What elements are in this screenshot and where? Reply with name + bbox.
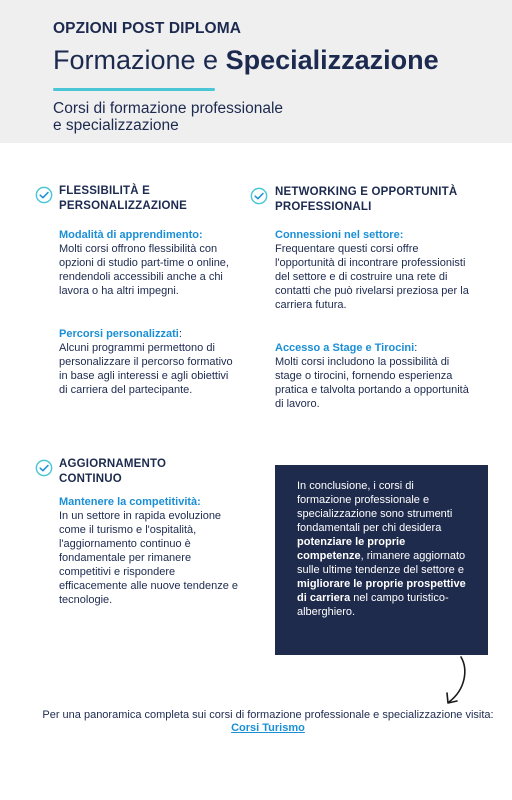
corsi-turismo-link[interactable]: Corsi Turismo — [231, 722, 305, 734]
label-percorsi-colon: : — [178, 328, 182, 340]
text-modalita: Molti corsi offrono flessibilità con opzioni di studio part-time o online, rendendoli accessibili anche a chi lavora o ha altri impegni. — [59, 243, 229, 297]
callout-text-3: nel campo turistico-alberghiero. — [297, 592, 449, 618]
label-modalita: Modalità di apprendimento: — [59, 229, 203, 241]
callout-text-2: , rimanere aggiornato sulle ultime tendenze del settore e — [297, 550, 466, 576]
page-title — [53, 45, 439, 76]
section-title-flessibilita — [59, 184, 239, 214]
label-percorsi: Percorsi personalizzati — [59, 328, 179, 340]
callout-bold-1: potenziare le proprie competenze — [297, 536, 406, 562]
subtitle — [53, 100, 353, 134]
section-title-line-1: NETWORKING E OPPORTUNITÀ — [275, 186, 458, 198]
conclusion-callout — [275, 465, 488, 655]
header-band — [0, 0, 512, 143]
subtitle-line-2: e specializzazione — [53, 117, 179, 134]
text-stage: Molti corsi includono la possibilità di stage o tirocini, fornendo esperienza pratica e talvolta portando a opportunità di lavoro. — [275, 356, 469, 410]
curved-arrow-icon — [440, 655, 476, 709]
section-title-line-2: PROFESSIONALI — [275, 201, 372, 213]
section-title-networking — [275, 185, 490, 215]
section-title-line-1: AGGIORNAMENTO — [59, 458, 167, 470]
footer-note — [40, 709, 496, 735]
label-connessioni: Connessioni nel settore: — [275, 229, 404, 241]
text-competitivita: In un settore in rapida evoluzione come il turismo e l'ospitalità, l'aggiornamento continuo è fondamentale per rimanere competitivi e rispondere efficacemente alle nuove tendenze e tecnologie. — [59, 510, 238, 606]
check-circle-icon — [35, 459, 53, 477]
block-percorsi — [59, 327, 237, 397]
section-title-aggiornamento — [59, 457, 239, 487]
check-circle-icon — [250, 187, 268, 205]
section-title-line-2: CONTINUO — [59, 473, 122, 485]
section-title-line-2: PERSONALIZZAZIONE — [59, 200, 187, 212]
text-connessioni: Frequentare questi corsi offre l'opportunità di incontrare professionisti del settore e di costruire una rete di contatti che può rivelarsi preziosa per la carriera futura. — [275, 243, 469, 311]
callout-text-1: In conclusione, i corsi di formazione professionale e specializzazione sono strumenti fondamentali per chi desidera — [297, 480, 453, 534]
title-light: Formazione e — [53, 45, 226, 75]
title-bold: Specializzazione — [225, 45, 439, 75]
check-circle-icon — [35, 186, 53, 204]
block-modalita — [59, 228, 237, 298]
subtitle-line-1: Corsi di formazione professionale — [53, 100, 284, 117]
title-underline — [53, 88, 215, 91]
kicker: OPZIONI POST DIPLOMA — [53, 20, 242, 37]
label-competitivita: Mantenere la competitività: — [59, 496, 201, 508]
block-stage — [275, 341, 471, 411]
label-stage-colon: : — [414, 342, 418, 354]
block-connessioni — [275, 228, 471, 312]
label-stage: Accesso a Stage e Tirocini — [275, 342, 415, 354]
text-percorsi: Alcuni programmi permettono di personalizzare il percorso formativo in base agli interessi e agli obiettivi di carriera del partecipante. — [59, 342, 233, 396]
callout-bold-2: migliorare le proprie prospettive di carriera — [297, 578, 466, 604]
block-competitivita — [59, 495, 239, 607]
footer-text: Per una panoramica completa sui corsi di formazione professionale e specializzazione visita: — [42, 709, 494, 721]
section-title-line-1: FLESSIBILITÀ E — [59, 185, 150, 197]
